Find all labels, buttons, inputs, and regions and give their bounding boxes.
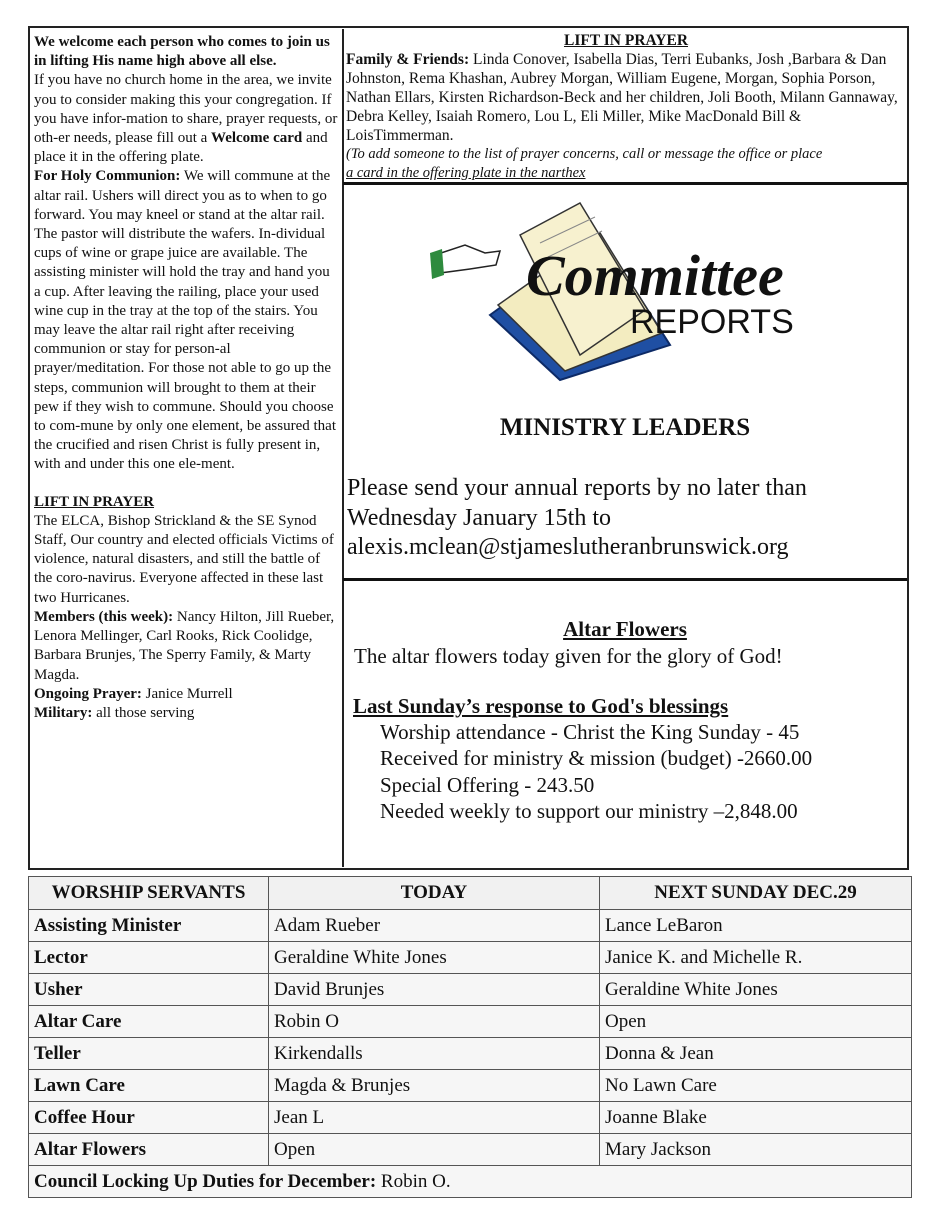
lift-in-prayer-text-left: The ELCA, Bishop Strickland & the SE Synod Staff, Our country and elected officials Victims of violence, natural disasters, and still the battle of the coro-navirus. Everyone affected in these last two Hurricanes. bbox=[34, 512, 334, 606]
welcome-card-label: Welcome card bbox=[211, 130, 303, 147]
welcome-body-1: If you have no church home in the area, we invite you to consider making this your congregation. If you have infor-mation to share, prayer requests, or oth-er needs, please fill out a bbox=[34, 72, 338, 147]
altar-flowers-title: Altar Flowers bbox=[563, 617, 687, 641]
role-cell: Usher bbox=[29, 974, 269, 1006]
role-cell: Coffee Hour bbox=[29, 1102, 269, 1134]
communion-label: For Holy Communion: bbox=[34, 168, 181, 185]
prayer-note bbox=[346, 145, 906, 183]
ongoing-label: Ongoing Prayer: bbox=[34, 685, 142, 702]
family-friends-paragraph bbox=[346, 50, 906, 145]
ministry-email: alexis.mclean@stjameslutheranbrunswick.org bbox=[347, 534, 789, 560]
next-sunday-cell: No Lawn Care bbox=[600, 1070, 912, 1102]
ministry-leaders-title: MINISTRY LEADERS bbox=[499, 414, 751, 441]
worship-servants-table bbox=[28, 876, 912, 1198]
ongoing-prayer bbox=[34, 685, 338, 704]
table-row bbox=[29, 910, 912, 942]
lift-in-prayer-heading-right: LIFT IN PRAYER bbox=[563, 32, 689, 49]
table-row bbox=[29, 942, 912, 974]
members-text: Nancy Hilton, Jill Rueber, Lenora Mellinger, Carl Rooks, Rick Coolidge, Barbara Brunjes, The Sperry Family, & Marty Magda. bbox=[34, 608, 335, 683]
next-sunday-cell: Mary Jackson bbox=[600, 1134, 912, 1166]
today-cell: Magda & Brunjes bbox=[269, 1070, 600, 1102]
last-sunday-list bbox=[380, 719, 812, 824]
welcome-body-2: and place it in the offering plate. bbox=[34, 130, 328, 166]
role-cell: Teller bbox=[29, 1038, 269, 1070]
table-row bbox=[29, 1038, 912, 1070]
council-row bbox=[29, 1166, 912, 1198]
next-sunday-cell: Janice K. and Michelle R. bbox=[600, 942, 912, 974]
prayer-note-line-2: a card in the offering plate in the narthex bbox=[346, 165, 586, 181]
members-label: Members (this week): bbox=[34, 608, 174, 625]
council-label: Council Locking Up Duties for December: bbox=[34, 1170, 377, 1192]
next-sunday-cell: Lance LeBaron bbox=[600, 910, 912, 942]
divider-middle bbox=[343, 578, 907, 581]
last-sunday-line: Special Offering - 243.50 bbox=[380, 772, 595, 797]
communion-paragraph bbox=[34, 167, 338, 474]
military-prayer bbox=[34, 704, 338, 723]
table-header-row bbox=[29, 877, 912, 910]
last-sunday-line: Worship attendance - Christ the King Sunday - 45 bbox=[380, 720, 800, 744]
military-label: Military: bbox=[34, 704, 93, 721]
today-cell: Open bbox=[269, 1134, 600, 1166]
last-sunday-line: Received for ministry & mission (budget) -2660.00 bbox=[380, 746, 813, 771]
header-today: TODAY bbox=[269, 877, 600, 910]
today-cell: Jean L bbox=[269, 1102, 600, 1134]
welcome-heading: We welcome each person who comes to join us in lifting His name high above all else. bbox=[34, 34, 330, 70]
last-sunday-line: Needed weekly to support our ministry –2,848.00 bbox=[380, 798, 798, 823]
hand-icon bbox=[430, 245, 500, 279]
table-row bbox=[29, 1006, 912, 1038]
ministry-line-1: Please send your annual reports by no later than bbox=[347, 475, 807, 501]
today-cell: Kirkendalls bbox=[269, 1038, 600, 1070]
altar-flowers-text: The altar flowers today given for the glory of God! bbox=[354, 644, 783, 668]
role-cell: Lector bbox=[29, 942, 269, 974]
family-friends-label: Family & Friends: bbox=[346, 51, 470, 68]
ministry-leaders-body bbox=[347, 474, 907, 563]
divider-top bbox=[343, 182, 907, 185]
role-cell: Assisting Minister bbox=[29, 910, 269, 942]
role-cell: Altar Care bbox=[29, 1006, 269, 1038]
header-next-sunday: NEXT SUNDAY DEC.29 bbox=[600, 877, 912, 910]
lift-in-prayer-heading-left: LIFT IN PRAYER bbox=[34, 493, 155, 510]
next-sunday-cell: Open bbox=[600, 1006, 912, 1038]
role-cell: Lawn Care bbox=[29, 1070, 269, 1102]
today-cell: Geraldine White Jones bbox=[269, 942, 600, 974]
table-row bbox=[29, 974, 912, 1006]
logo-word-committee: Committee bbox=[526, 243, 784, 308]
next-sunday-cell: Joanne Blake bbox=[600, 1102, 912, 1134]
role-cell: Altar Flowers bbox=[29, 1134, 269, 1166]
family-friends-text: Linda Conover, Isabella Dias, Terri Eubanks, Josh ,Barbara & Dan Johnston, Rema Khashan, Aubrey Morgan, William Eugene, Morgan, Sophia Porson, Nathan Ellars, Kirsten Richardson-Beck and her children, Joli Booth, Milann Gannaway, Debra Kelley, Isaiah Romero, Lou L, Eli Miller, Mike MacDonald Bill & LoisTimmerman. bbox=[346, 51, 898, 144]
next-sunday-cell: Geraldine White Jones bbox=[600, 974, 912, 1006]
table-row bbox=[29, 1070, 912, 1102]
today-cell: Robin O bbox=[269, 1006, 600, 1038]
today-cell: Adam Rueber bbox=[269, 910, 600, 942]
left-column bbox=[34, 33, 338, 723]
next-sunday-cell: Donna & Jean bbox=[600, 1038, 912, 1070]
header-worship-servants: WORSHIP SERVANTS bbox=[29, 877, 269, 910]
welcome-paragraph bbox=[34, 33, 338, 167]
prayer-note-line-1: (To add someone to the list of prayer concerns, call or message the office or place bbox=[346, 146, 823, 162]
last-sunday-title: Last Sunday’s response to God's blessings bbox=[353, 694, 729, 718]
table-row bbox=[29, 1102, 912, 1134]
committee-reports-logo bbox=[430, 195, 830, 385]
ministry-line-2: Wednesday January 15th to bbox=[347, 504, 611, 531]
logo-word-reports: REPORTS bbox=[630, 303, 794, 341]
members-paragraph bbox=[34, 608, 338, 685]
communion-text: We will commune at the altar rail. Ushers will direct you as to when to go forward. You may kneel or stand at the altar rail. The pastor will distribute the wafers. In-dividual cups of wine or grape juice are available. The assisting minister will hold the tray and hand you a cup. After leaving the railing, place your used wine cup in the tray at the top of the stairs. You may leave the altar rail right after receiving communion or stay for person-al prayer/meditation. For those not able to go up the steps, communion will brought to them at their pew if they wish to commune. Should you choose to com-mune by only one element, be assured that the crucified and risen Christ is fully present in, with and under this one ele-ment. bbox=[34, 168, 336, 473]
military-text: all those serving bbox=[92, 704, 195, 721]
table-row bbox=[29, 1134, 912, 1166]
right-prayer-section bbox=[346, 31, 906, 183]
today-cell: David Brunjes bbox=[269, 974, 600, 1006]
column-divider bbox=[342, 29, 344, 867]
council-cell bbox=[29, 1166, 912, 1198]
council-value: Robin O. bbox=[376, 1170, 451, 1192]
ongoing-text: Janice Murrell bbox=[141, 685, 233, 702]
